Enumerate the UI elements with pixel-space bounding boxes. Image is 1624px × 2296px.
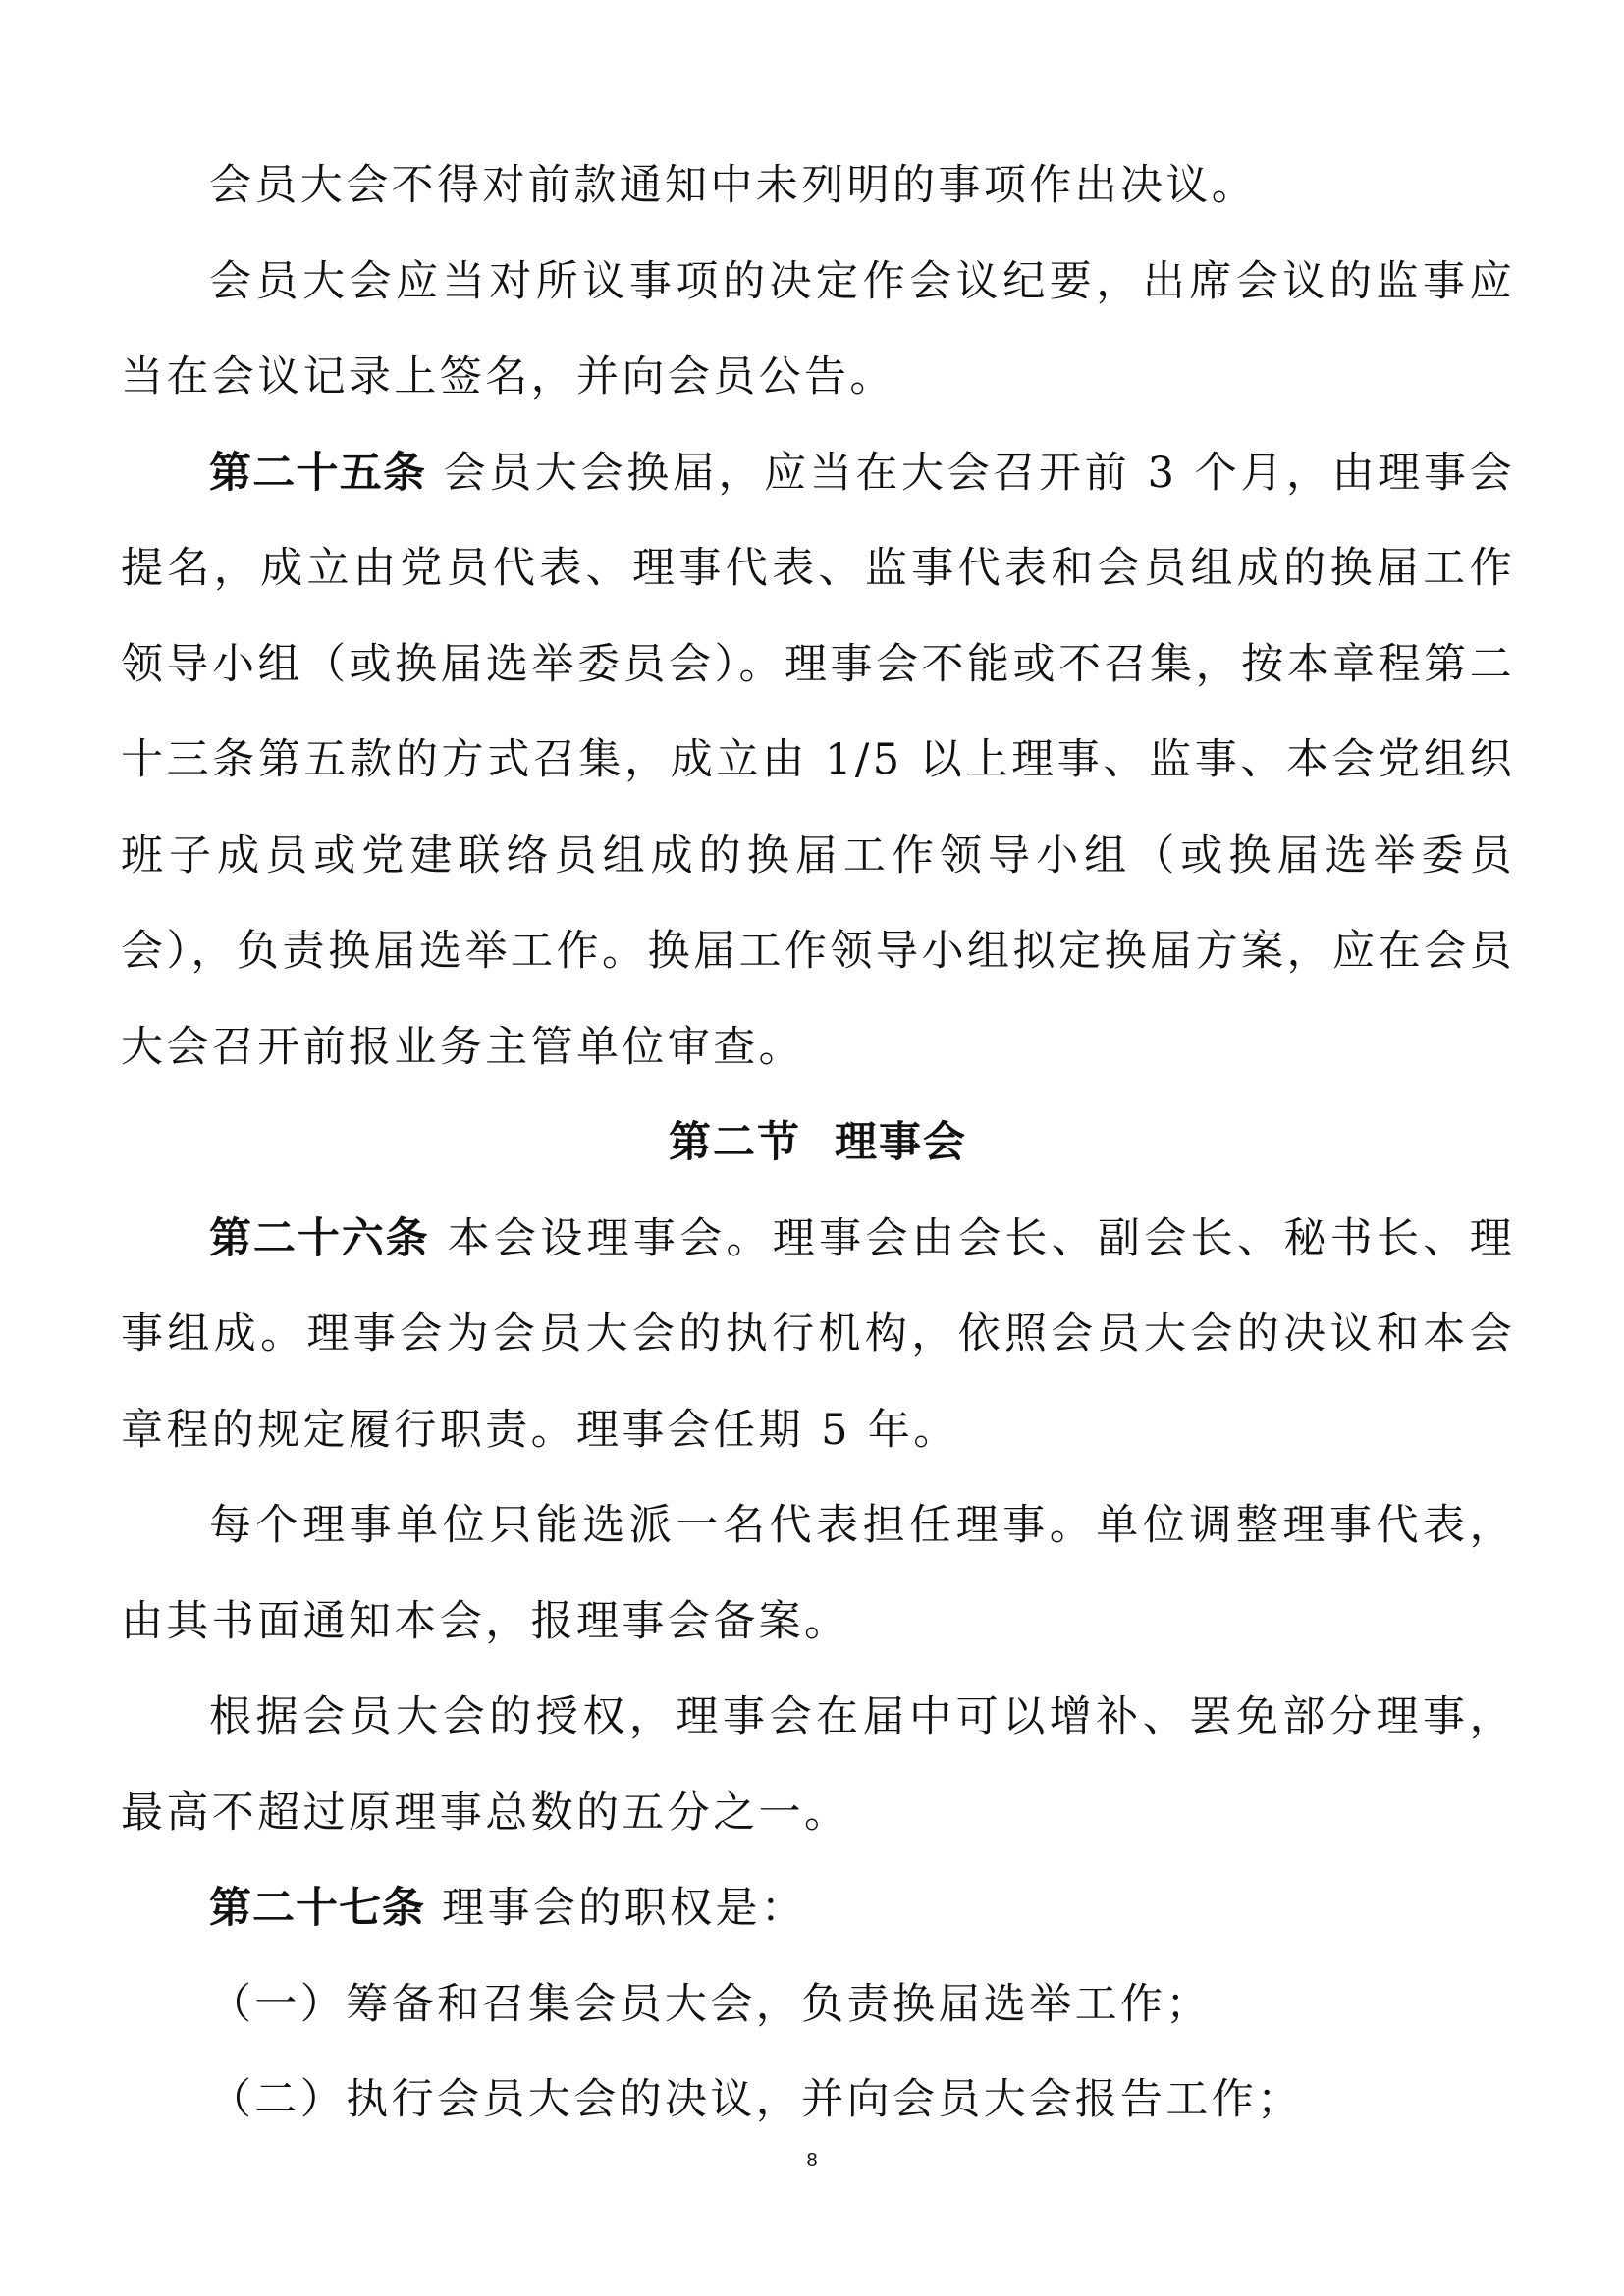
list-item-1: （一）筹备和召集会员大会，负责换届选举工作； — [209, 1979, 1212, 2029]
paragraph-director-replacement: 根据会员大会的授权，理事会在届中可以增补、罢免部分理事，最高不超过原理事总数的五分之一。 — [121, 1692, 1515, 1838]
section-title: 第二节 理事会 — [669, 1118, 967, 1167]
paragraph-notice-restriction: 会员大会不得对前款通知中未列明的事项作出决议。 — [209, 161, 1258, 210]
list-item-2: （二）执行会员大会的决议，并向会员大会报告工作； — [209, 2075, 1303, 2124]
page-body — [121, 138, 1515, 2149]
page-number: 8 — [806, 2150, 818, 2171]
article-26-label: 第二十六条 — [209, 1213, 430, 1263]
article-27 — [121, 1861, 1515, 1957]
article-25-label: 第二十五条 — [209, 448, 427, 498]
article-25-text: 会员大会换届，应当在大会召开前 3 个月，由理事会提名，成立由党员代表、理事代表、监事代表和会员组成的换届工作领导小组（或换届选举委员会）。理事会不能或不召集，按本章程第二十三条第五款的方式召集，成立由 1/5 以上理事、监事、本会党组织班子成员或党建联络员组成的换届工作领导小组（或换届选举委员会），负责换届选举工作。换届工作领导小组拟定换届方案，应在会员大会召开前报业务主管单位审查。 — [121, 448, 1515, 1072]
article-26 — [121, 1192, 1515, 1479]
article-26-text: 本会设理事会。理事会由会长、副会长、秘书长、理事组成。理事会为会员大会的执行机构，依照会员大会的决议和本会章程的规定履行职责。理事会任期 5 年。 — [121, 1213, 1515, 1455]
article-27-label: 第二十七条 — [209, 1884, 425, 1933]
article-27-text: 理事会的职权是： — [425, 1884, 807, 1933]
article-25 — [121, 426, 1515, 1096]
paragraph-director-representative: 每个理事单位只能选派一名代表担任理事。单位调整理事代表，由其书面通知本会，报理事会备案。 — [121, 1501, 1515, 1646]
paragraph-meeting-minutes: 会员大会应当对所议事项的决定作会议纪要，出席会议的监事应当在会议记录上签名，并向会员公告。 — [121, 256, 1515, 401]
